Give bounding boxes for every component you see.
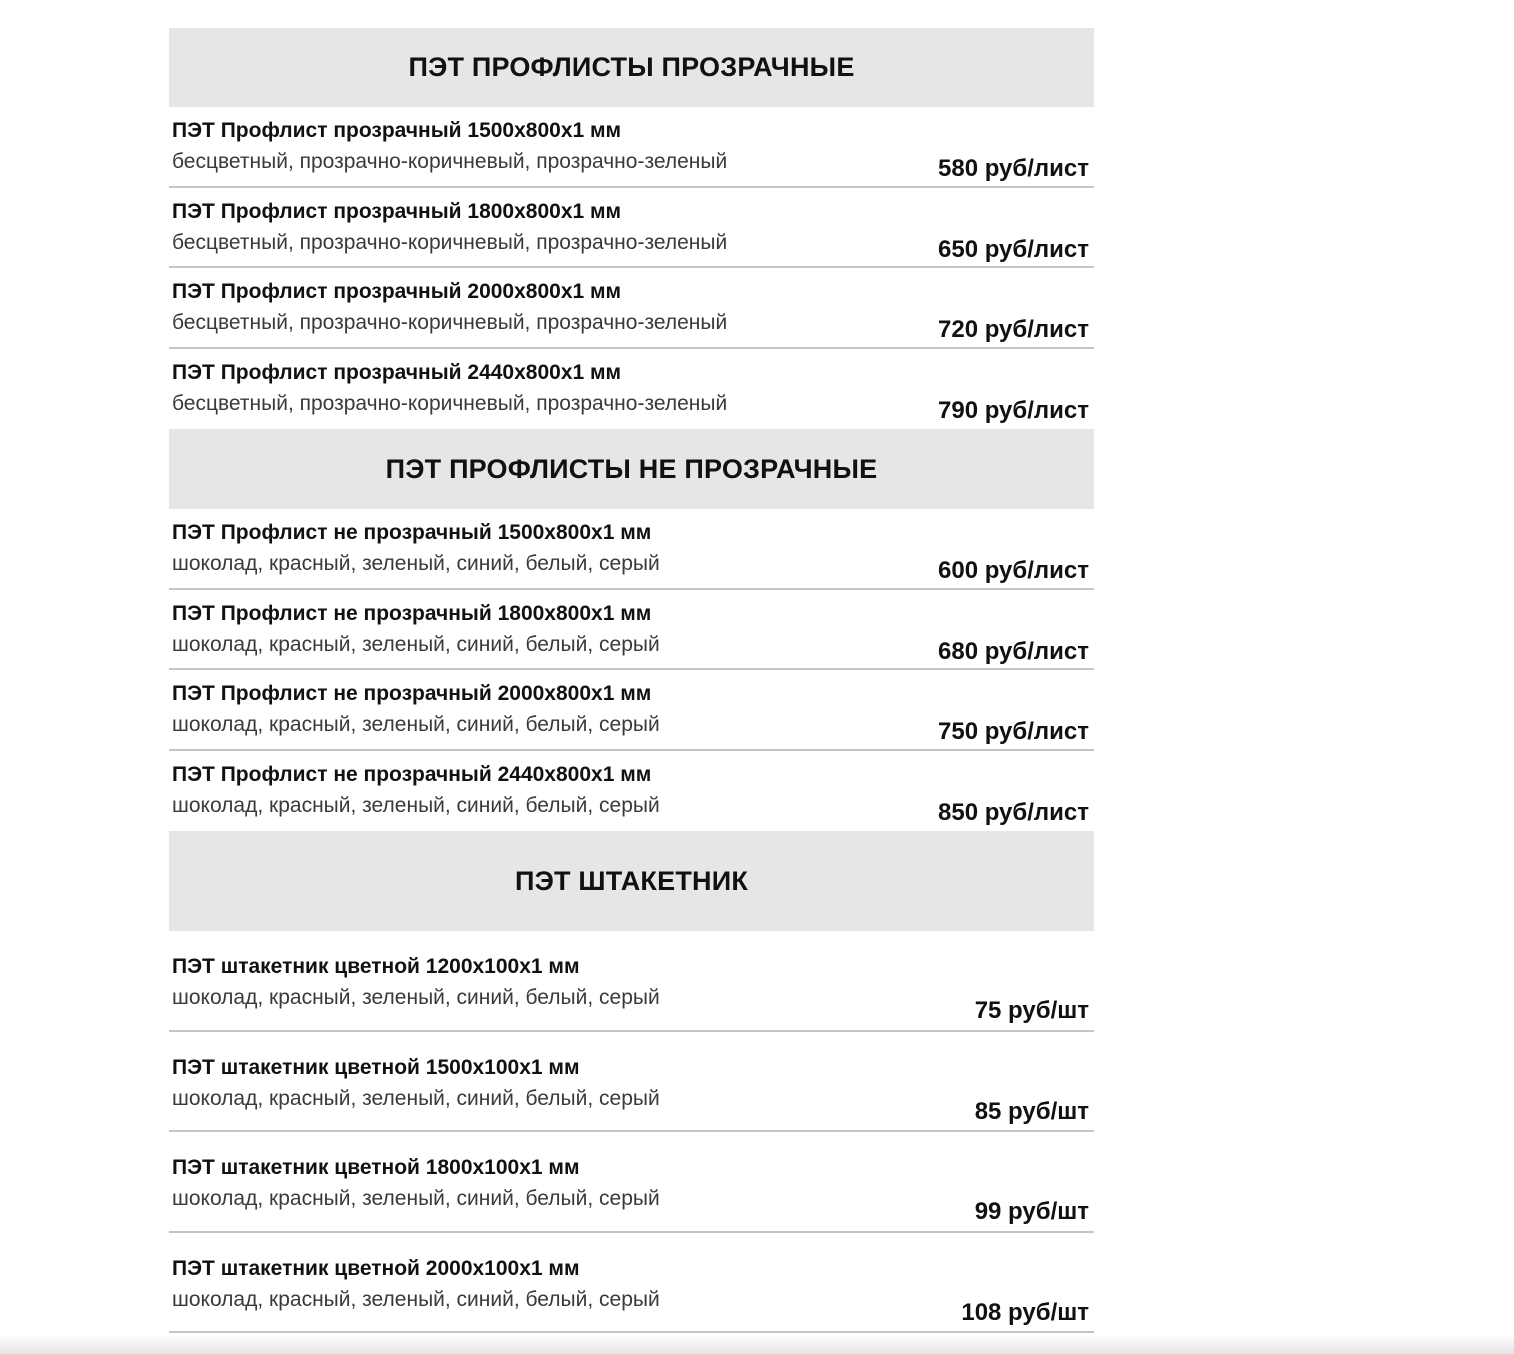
section-header-opaque: ПЭТ ПРОФЛИСТЫ НЕ ПРОЗРАЧНЫЕ xyxy=(169,429,1094,509)
list-item xyxy=(169,509,1094,590)
item-name: ПЭТ штакетник цветной 2000х100х1 мм xyxy=(172,1256,580,1280)
item-colors: шоколад, красный, зеленый, синий, белый, серый xyxy=(172,713,660,736)
page-bottom-shadow xyxy=(0,1334,1514,1354)
list-item xyxy=(169,188,1094,269)
item-colors: бесцветный, прозрачно-коричневый, прозрачно-зеленый xyxy=(172,391,728,415)
item-colors: шоколад, красный, зеленый, синий, белый, серый xyxy=(172,1287,660,1311)
item-price: 750 руб/лист xyxy=(938,718,1089,745)
item-price: 850 руб/лист xyxy=(938,798,1089,826)
item-price: 108 руб/шт xyxy=(961,1298,1089,1326)
item-price: 790 руб/лист xyxy=(938,396,1089,424)
price-list xyxy=(169,28,1094,1333)
item-price: 600 руб/лист xyxy=(938,557,1089,584)
item-colors: шоколад, красный, зеленый, синий, белый, серый xyxy=(172,552,660,575)
item-price: 680 руб/лист xyxy=(938,637,1089,665)
item-colors: бесцветный, прозрачно-коричневый, прозрачно-зеленый xyxy=(172,150,728,173)
item-colors: шоколад, красный, зеленый, синий, белый, серый xyxy=(172,632,660,656)
list-item xyxy=(169,1032,1094,1133)
item-name: ПЭТ штакетник цветной 1800х100х1 мм xyxy=(172,1156,580,1179)
list-item xyxy=(169,349,1094,430)
item-colors: шоколад, красный, зеленый, синий, белый, серый xyxy=(172,793,660,817)
list-item xyxy=(169,590,1094,671)
item-colors: бесцветный, прозрачно-коричневый, прозрачно-зеленый xyxy=(172,311,728,334)
item-colors: шоколад, красный, зеленый, синий, белый, серый xyxy=(172,986,660,1009)
list-item xyxy=(169,107,1094,188)
item-name: ПЭТ штакетник цветной 1200х100х1 мм xyxy=(172,955,580,978)
item-colors: шоколад, красный, зеленый, синий, белый, серый xyxy=(172,1086,660,1110)
item-name: ПЭТ Профлист прозрачный 2440х800х1 мм xyxy=(172,360,622,384)
item-name: ПЭТ Профлист прозрачный 2000х800х1 мм xyxy=(172,280,622,303)
item-colors: шоколад, красный, зеленый, синий, белый, серый xyxy=(172,1187,660,1210)
item-name: ПЭТ Профлист не прозрачный 1800х800х1 мм xyxy=(172,601,652,625)
list-item xyxy=(169,670,1094,751)
item-price: 99 руб/шт xyxy=(974,1198,1089,1225)
section-header-picket: ПЭТ ШТАКЕТНИК xyxy=(169,831,1094,931)
item-price: 75 руб/шт xyxy=(974,997,1089,1024)
item-name: ПЭТ Профлист прозрачный 1500х800х1 мм xyxy=(172,119,622,142)
list-item xyxy=(169,268,1094,349)
item-price: 580 руб/лист xyxy=(938,155,1089,182)
list-item xyxy=(169,931,1094,1032)
item-name: ПЭТ штакетник цветной 1500х100х1 мм xyxy=(172,1055,580,1079)
list-item xyxy=(169,751,1094,832)
item-name: ПЭТ Профлист прозрачный 1800х800х1 мм xyxy=(172,199,622,223)
item-price: 85 руб/шт xyxy=(974,1097,1089,1125)
item-name: ПЭТ Профлист не прозрачный 1500х800х1 мм xyxy=(172,521,652,544)
list-item xyxy=(169,1132,1094,1233)
item-name: ПЭТ Профлист не прозрачный 2440х800х1 мм xyxy=(172,762,652,786)
item-colors: бесцветный, прозрачно-коричневый, прозрачно-зеленый xyxy=(172,230,728,254)
item-price: 650 руб/лист xyxy=(938,235,1089,263)
list-item xyxy=(169,1233,1094,1334)
section-header-transparent: ПЭТ ПРОФЛИСТЫ ПРОЗРАЧНЫЕ xyxy=(169,28,1094,107)
item-price: 720 руб/лист xyxy=(938,316,1089,343)
item-name: ПЭТ Профлист не прозрачный 2000х800х1 мм xyxy=(172,682,652,705)
